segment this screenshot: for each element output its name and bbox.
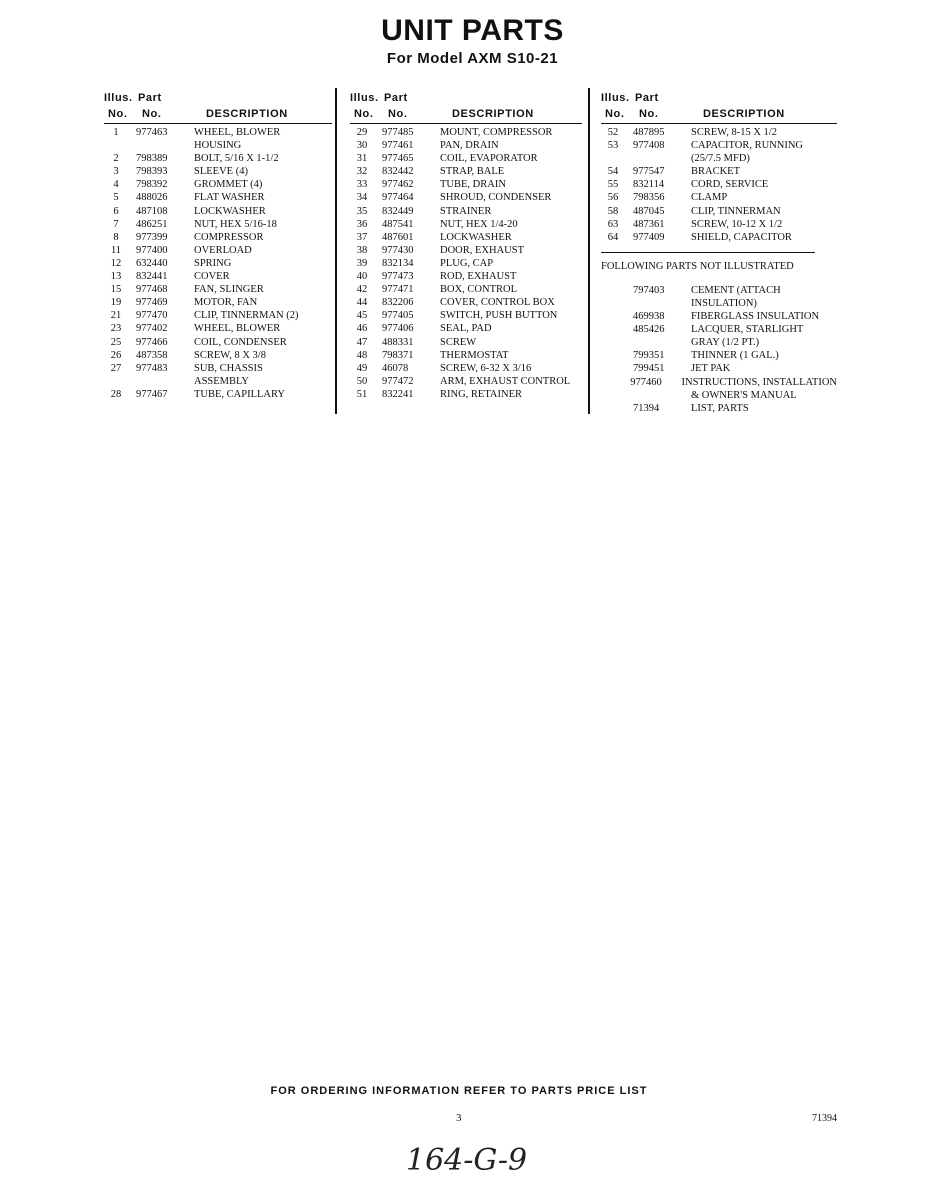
part-description: FIBERGLASS INSULATION — [691, 311, 820, 323]
part-description: (25/7.5 MFD) — [691, 153, 750, 165]
part-number: 977400 — [136, 244, 168, 256]
part-description: CLIP, TINNERMAN (2) — [194, 310, 299, 322]
part-no-header-label: No. — [142, 108, 162, 120]
part-number: 469938 — [633, 311, 665, 323]
handwritten-note — [404, 1138, 544, 1185]
part-description: SWITCH, PUSH BUTTON — [440, 310, 558, 322]
illus-number: 33 — [356, 179, 368, 191]
illus-number: 45 — [356, 310, 368, 322]
part-description: SLEEVE (4) — [194, 166, 248, 178]
part-description: STRAINER — [440, 205, 492, 217]
part-description: COVER — [194, 271, 230, 283]
part-description: BRACKET — [691, 166, 741, 178]
parts-row — [601, 152, 837, 165]
illus-number: 44 — [356, 297, 368, 309]
part-number: 977460 — [630, 376, 662, 388]
illus-number: 21 — [110, 310, 122, 322]
part-number — [625, 389, 691, 402]
parts-row — [104, 296, 332, 309]
illus-number — [601, 152, 625, 165]
not-illustrated-heading: FOLLOWING PARTS NOT ILLUSTRATED — [601, 260, 794, 272]
part-number: 487895 — [633, 127, 665, 138]
parts-row — [350, 165, 582, 178]
part-description: TUBE, DRAIN — [440, 179, 506, 191]
illus-number — [601, 323, 625, 336]
part-description: THINNER (1 GAL.) — [691, 350, 779, 362]
part-description: LIST, PARTS — [691, 402, 749, 414]
parts-row — [350, 257, 582, 270]
column-divider — [335, 88, 337, 414]
part-description: SCREW, 8-15 X 1/2 — [691, 127, 777, 138]
part-description: INSTRUCTIONS, INSTALLATION — [681, 376, 837, 388]
part-description: LOCKWASHER — [194, 205, 266, 217]
part-number: 977399 — [136, 231, 168, 243]
part-number: 977485 — [382, 127, 414, 138]
parts-row — [350, 322, 582, 335]
parts-row — [601, 323, 837, 336]
part-number: 977471 — [382, 284, 414, 296]
illus-number: 29 — [356, 127, 368, 138]
part-description: PLUG, CAP — [440, 257, 494, 269]
part-description: GROMMET (4) — [194, 179, 263, 191]
illus-number: 58 — [607, 205, 619, 217]
part-number: 487601 — [382, 231, 414, 243]
parts-row — [350, 388, 582, 401]
part-description: NUT, HEX 5/16-18 — [194, 218, 277, 230]
parts-row — [601, 349, 837, 362]
part-description: ASSEMBLY — [194, 375, 249, 387]
illus-number — [601, 402, 625, 415]
part-number — [128, 375, 194, 388]
part-description: MOUNT, COMPRESSOR — [440, 127, 553, 138]
part-description: COMPRESSOR — [194, 231, 264, 243]
parts-row — [601, 389, 837, 402]
illus-number: 30 — [356, 140, 368, 152]
illus-number: 2 — [113, 153, 119, 165]
illus-number: 15 — [110, 284, 122, 296]
part-number: 798392 — [136, 179, 168, 191]
part-number: 486251 — [136, 218, 168, 230]
part-description: & OWNER'S MANUAL — [691, 389, 797, 401]
parts-row — [104, 270, 332, 283]
illus-number: 19 — [110, 297, 122, 309]
part-number — [128, 139, 194, 152]
illus-no-header-label: No. — [354, 108, 374, 120]
part-number: 977472 — [382, 375, 414, 387]
illus-number: 8 — [113, 231, 119, 243]
illus-number: 42 — [356, 284, 368, 296]
part-description: SCREW, 8 X 3/8 — [194, 349, 266, 361]
parts-row — [350, 152, 582, 165]
part-number: 799351 — [633, 350, 665, 362]
not-illustrated-list — [601, 284, 837, 415]
part-number: 487541 — [382, 218, 414, 230]
part-number: 977468 — [136, 284, 168, 296]
part-description: COIL, EVAPORATOR — [440, 153, 538, 165]
part-description: SHIELD, CAPACITOR — [691, 231, 792, 243]
description-header-label: DESCRIPTION — [703, 108, 785, 120]
part-number: 832134 — [382, 257, 414, 269]
part-number: 977547 — [633, 166, 665, 178]
part-number: 487358 — [136, 349, 168, 361]
part-number: 977461 — [382, 140, 414, 152]
illus-number: 23 — [110, 323, 122, 335]
parts-row — [104, 336, 332, 349]
parts-row — [350, 178, 582, 191]
parts-list — [350, 126, 582, 401]
column-header — [601, 88, 837, 122]
part-description: SCREW, 6-32 X 3/16 — [440, 362, 532, 374]
part-description: BOLT, 5/16 X 1-1/2 — [194, 153, 279, 165]
part-number: 977469 — [136, 297, 168, 309]
illus-number: 25 — [110, 336, 122, 348]
handwritten-text: 164-G-9 — [406, 1143, 528, 1178]
part-description: FAN, SLINGER — [194, 284, 264, 296]
part-number: 977462 — [382, 179, 414, 191]
illus-number — [601, 362, 625, 375]
part-number: 977409 — [633, 231, 665, 243]
illus-number: 5 — [113, 192, 119, 204]
part-description: HOUSING — [194, 140, 242, 152]
parts-row — [350, 296, 582, 309]
part-description: SUB, CHASSIS — [194, 362, 263, 374]
parts-row — [104, 349, 332, 362]
parts-row — [350, 218, 582, 231]
part-description: SHROUD, CONDENSER — [440, 192, 552, 204]
part-description: NUT, HEX 1/4-20 — [440, 218, 518, 230]
parts-row — [104, 205, 332, 218]
header-rule — [601, 123, 837, 124]
parts-row — [350, 336, 582, 349]
part-description: ROD, EXHAUST — [440, 271, 517, 283]
parts-row — [104, 152, 332, 165]
part-number: 977430 — [382, 244, 414, 256]
part-description: JET PAK — [691, 363, 731, 375]
parts-row — [601, 205, 837, 218]
part-number: 977405 — [382, 310, 414, 322]
parts-row — [601, 362, 837, 375]
parts-row — [350, 270, 582, 283]
part-description: LACQUER, STARLIGHT — [691, 324, 804, 336]
parts-row — [104, 283, 332, 296]
parts-row — [350, 205, 582, 218]
part-description: THERMOSTAT — [440, 349, 509, 361]
parts-row — [350, 231, 582, 244]
illus-number: 13 — [110, 271, 122, 283]
part-description: SEAL, PAD — [440, 323, 492, 335]
parts-row — [601, 376, 837, 389]
part-description: RING, RETAINER — [440, 388, 522, 400]
part-description: BOX, CONTROL — [440, 284, 518, 296]
header-rule — [104, 123, 332, 124]
illus-number: 53 — [607, 140, 619, 152]
illus-number: 55 — [607, 179, 619, 191]
part-number: 977408 — [633, 140, 665, 152]
parts-row — [601, 191, 837, 204]
part-description: INSULATION) — [691, 297, 757, 309]
part-number: 832449 — [382, 205, 414, 217]
parts-row — [104, 244, 332, 257]
header-rule — [350, 123, 582, 124]
parts-row — [104, 322, 332, 335]
column-header — [104, 88, 332, 122]
part-number: 832206 — [382, 297, 414, 309]
illus-number — [601, 376, 622, 389]
illus-number: 32 — [356, 166, 368, 178]
illus-header-label: Illus. — [104, 92, 133, 104]
illus-number — [601, 389, 625, 402]
parts-row — [601, 402, 837, 415]
part-number: 977463 — [136, 127, 168, 138]
parts-row — [601, 218, 837, 231]
model-subtitle: For Model AXM S10-21 — [386, 50, 559, 67]
parts-row — [104, 362, 332, 375]
part-number: 487108 — [136, 205, 168, 217]
part-number: 797403 — [633, 284, 665, 296]
illus-number: 47 — [356, 336, 368, 348]
part-number: 977467 — [136, 388, 168, 400]
parts-row — [104, 139, 332, 152]
parts-row — [104, 375, 332, 388]
parts-column-1 — [104, 88, 332, 401]
illus-number: 35 — [356, 205, 368, 217]
part-description: WHEEL, BLOWER — [194, 323, 281, 335]
illus-number: 56 — [607, 192, 619, 204]
illus-number: 50 — [356, 375, 368, 387]
part-description: SCREW — [440, 336, 477, 348]
parts-column-3 — [601, 88, 837, 415]
illus-number: 54 — [607, 166, 619, 178]
part-number: 977465 — [382, 153, 414, 165]
part-description: TUBE, CAPILLARY — [194, 388, 286, 400]
parts-list — [104, 126, 332, 401]
part-number: 977464 — [382, 192, 414, 204]
column-header — [350, 88, 582, 122]
part-number: 977483 — [136, 362, 168, 374]
part-number: 977470 — [136, 310, 168, 322]
illus-number: 52 — [607, 127, 619, 138]
part-header-label: Part — [138, 92, 162, 104]
part-number: 488331 — [382, 336, 414, 348]
parts-row — [350, 283, 582, 296]
parts-row — [350, 139, 582, 152]
illus-number — [104, 375, 128, 388]
part-description: CEMENT (ATTACH — [691, 284, 781, 296]
parts-row — [104, 257, 332, 270]
parts-row — [104, 218, 332, 231]
illus-number: 7 — [113, 218, 119, 230]
illus-number: 48 — [356, 349, 368, 361]
illus-number: 11 — [110, 244, 122, 256]
parts-row — [104, 309, 332, 322]
illus-no-header-label: No. — [605, 108, 625, 120]
illus-number: 1 — [113, 127, 119, 138]
part-number: 798356 — [633, 192, 665, 204]
parts-row — [601, 165, 837, 178]
part-number: 798371 — [382, 349, 414, 361]
part-description: SCREW, 10-12 X 1/2 — [691, 218, 783, 230]
illus-header-label: Illus. — [350, 92, 379, 104]
illus-number: 49 — [356, 362, 368, 374]
illus-number: 31 — [356, 153, 368, 165]
ordering-note: FOR ORDERING INFORMATION REFER TO PARTS PRICE LIST — [270, 1085, 648, 1097]
section-divider — [601, 252, 815, 253]
part-number: 798389 — [136, 153, 168, 165]
part-number: 977466 — [136, 336, 168, 348]
document-code: 71394 — [812, 1113, 837, 1124]
parts-row — [601, 336, 837, 349]
column-divider — [588, 88, 590, 414]
parts-row — [601, 139, 837, 152]
part-description: STRAP, BALE — [440, 166, 505, 178]
illus-number: 27 — [110, 362, 122, 374]
parts-row — [350, 349, 582, 362]
part-description: SPRING — [194, 257, 232, 269]
parts-row — [601, 297, 837, 310]
part-number: 485426 — [633, 324, 665, 336]
page-title: UNIT PARTS — [381, 14, 564, 47]
illus-number: 28 — [110, 388, 122, 400]
part-description: LOCKWASHER — [440, 231, 512, 243]
part-header-label: Part — [384, 92, 408, 104]
parts-row — [601, 126, 837, 139]
parts-row — [104, 231, 332, 244]
part-number: 488026 — [136, 192, 168, 204]
part-description: MOTOR, FAN — [194, 297, 258, 309]
part-number — [625, 336, 691, 349]
parts-row — [601, 310, 837, 323]
parts-row — [601, 231, 837, 244]
part-header-label: Part — [635, 92, 659, 104]
illus-number — [104, 139, 128, 152]
illus-number — [601, 310, 625, 323]
parts-row — [601, 284, 837, 297]
part-no-header-label: No. — [388, 108, 408, 120]
part-no-header-label: No. — [639, 108, 659, 120]
part-description: WHEEL, BLOWER — [194, 127, 281, 138]
parts-row — [350, 191, 582, 204]
part-description: FLAT WASHER — [194, 192, 265, 204]
part-description: ARM, EXHAUST CONTROL — [440, 375, 571, 387]
parts-row — [104, 126, 332, 139]
illus-no-header-label: No. — [108, 108, 128, 120]
description-header-label: DESCRIPTION — [206, 108, 288, 120]
parts-row — [104, 191, 332, 204]
part-description: CLIP, TINNERMAN — [691, 205, 781, 217]
part-number — [625, 152, 691, 165]
illus-number: 26 — [110, 349, 122, 361]
part-number: 832442 — [382, 166, 414, 178]
illus-number: 40 — [356, 271, 368, 283]
part-number: 632440 — [136, 257, 168, 269]
parts-row — [350, 244, 582, 257]
part-description: CLAMP — [691, 192, 728, 204]
part-number: 487361 — [633, 218, 665, 230]
parts-row — [350, 126, 582, 139]
part-description: DOOR, EXHAUST — [440, 244, 524, 256]
parts-row — [350, 309, 582, 322]
illus-number: 64 — [607, 231, 619, 243]
part-description: PAN, DRAIN — [440, 140, 499, 152]
part-number: 832114 — [633, 179, 665, 191]
part-description: COVER, CONTROL BOX — [440, 297, 555, 309]
part-description: CAPACITOR, RUNNING — [691, 140, 804, 152]
illus-number: 6 — [113, 205, 119, 217]
illus-number — [601, 336, 625, 349]
illus-number: 46 — [356, 323, 368, 335]
illus-number: 51 — [356, 388, 368, 400]
parts-row — [104, 165, 332, 178]
illus-number: 34 — [356, 192, 368, 204]
part-number: 832241 — [382, 388, 414, 400]
part-number: 798393 — [136, 166, 168, 178]
part-description: COIL, CONDENSER — [194, 336, 287, 348]
illus-number — [601, 284, 625, 297]
page-number: 3 — [456, 1112, 462, 1124]
part-number: 977402 — [136, 323, 168, 335]
part-description: CORD, SERVICE — [691, 179, 769, 191]
illus-number: 36 — [356, 218, 368, 230]
part-number: 832441 — [136, 271, 168, 283]
parts-row — [104, 388, 332, 401]
illus-number — [601, 297, 625, 310]
part-number: 977406 — [382, 323, 414, 335]
illus-number: 63 — [607, 218, 619, 230]
parts-column-2 — [350, 88, 582, 401]
illus-number: 39 — [356, 257, 368, 269]
illus-number: 4 — [113, 179, 119, 191]
illus-number: 12 — [110, 257, 122, 269]
parts-row — [104, 178, 332, 191]
part-number — [625, 297, 691, 310]
illus-number: 3 — [113, 166, 119, 178]
part-number: 977473 — [382, 271, 414, 283]
parts-row — [350, 362, 582, 375]
part-number: 71394 — [633, 402, 660, 414]
parts-row — [350, 375, 582, 388]
illus-number: 38 — [356, 244, 368, 256]
part-description: OVERLOAD — [194, 244, 252, 256]
illus-header-label: Illus. — [601, 92, 630, 104]
part-number: 46078 — [382, 362, 409, 374]
parts-row — [601, 178, 837, 191]
part-number: 487045 — [633, 205, 665, 217]
parts-list — [601, 126, 837, 244]
part-number: 799451 — [633, 363, 665, 375]
illus-number: 37 — [356, 231, 368, 243]
part-description: GRAY (1/2 PT.) — [691, 337, 760, 349]
illus-number — [601, 349, 625, 362]
description-header-label: DESCRIPTION — [452, 108, 534, 120]
